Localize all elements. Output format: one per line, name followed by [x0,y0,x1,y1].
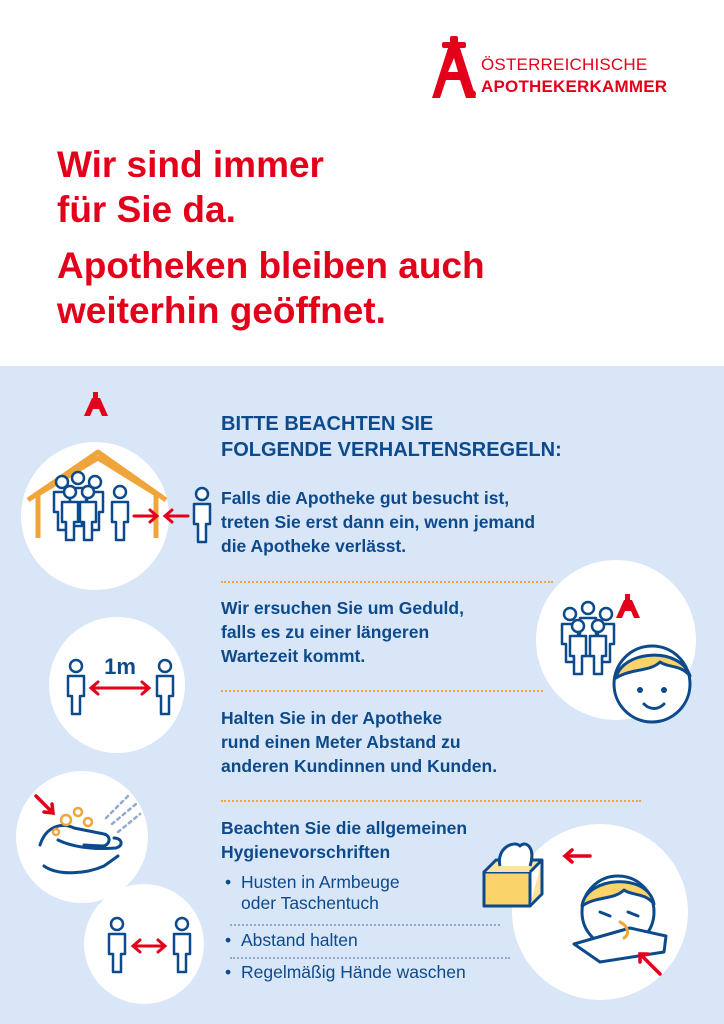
rule3-line2: rund einen Meter Abstand zu [221,732,461,752]
rule-patience [221,596,464,668]
rules-title [221,411,562,463]
rule2-line3: Wartezeit kommt. [221,646,366,666]
hygiene-item1-line1: Husten in Armbeuge [241,872,400,892]
rules-title-line1: BITTE BEACHTEN SIE [221,413,434,435]
headline-line3: Apotheken bleiben auch [57,245,485,286]
hygiene-item1-line2: oder Taschentuch [241,893,379,913]
keep-distance-icon [84,884,204,1004]
headline-line1: Wir sind immer [57,144,324,185]
list-item [225,930,466,952]
hygiene-list [225,872,466,983]
rule2-line2: falls es zu einer längeren [221,622,430,642]
rule3-line1: Halten Sie in der Apotheke [221,708,443,728]
list-divider [230,924,500,926]
logo-line1: ÖSTERREICHISCHE [481,55,648,74]
headline-line4: weiterhin geöffnet. [57,290,386,331]
rule1-line3: die Apotheke verlässt. [221,536,407,556]
list-item [225,872,466,918]
divider [221,800,641,802]
rule-hygiene [221,816,467,864]
one-meter-distance-icon [49,617,185,753]
rule-distance [221,706,497,778]
logo-line2: APOTHEKERKAMMER [481,77,668,96]
rule1-line2: treten Sie erst dann ein, wenn jemand [221,512,536,532]
distance-label: 1m [104,654,136,679]
cough-hygiene-icon [484,824,688,1000]
headline-line2: für Sie da. [57,189,236,230]
rule4-line1: Beachten Sie die allgemeinen [221,818,468,838]
divider [221,581,553,583]
rule1-line1: Falls die Apotheke gut besucht ist, [221,488,510,508]
hygiene-item2: Abstand halten [241,930,358,950]
list-divider [230,957,510,959]
crowded-pharmacy-icon [21,392,210,590]
hygiene-item3: Regelmäßig Hände waschen [241,962,466,982]
list-item [225,962,466,983]
waiting-customer-icon [536,560,696,722]
rule-entry-crowding [221,486,535,558]
divider [221,690,543,692]
rule2-line1: Wir ersuchen Sie um Geduld, [221,598,464,618]
rules-title-line2: FOLGENDE VERHALTENSREGELN: [221,439,562,461]
rule4-line2: Hygienevorschriften [221,842,391,862]
rule3-line3: anderen Kundinnen und Kunden. [221,756,498,776]
hand-washing-icon [16,771,148,903]
